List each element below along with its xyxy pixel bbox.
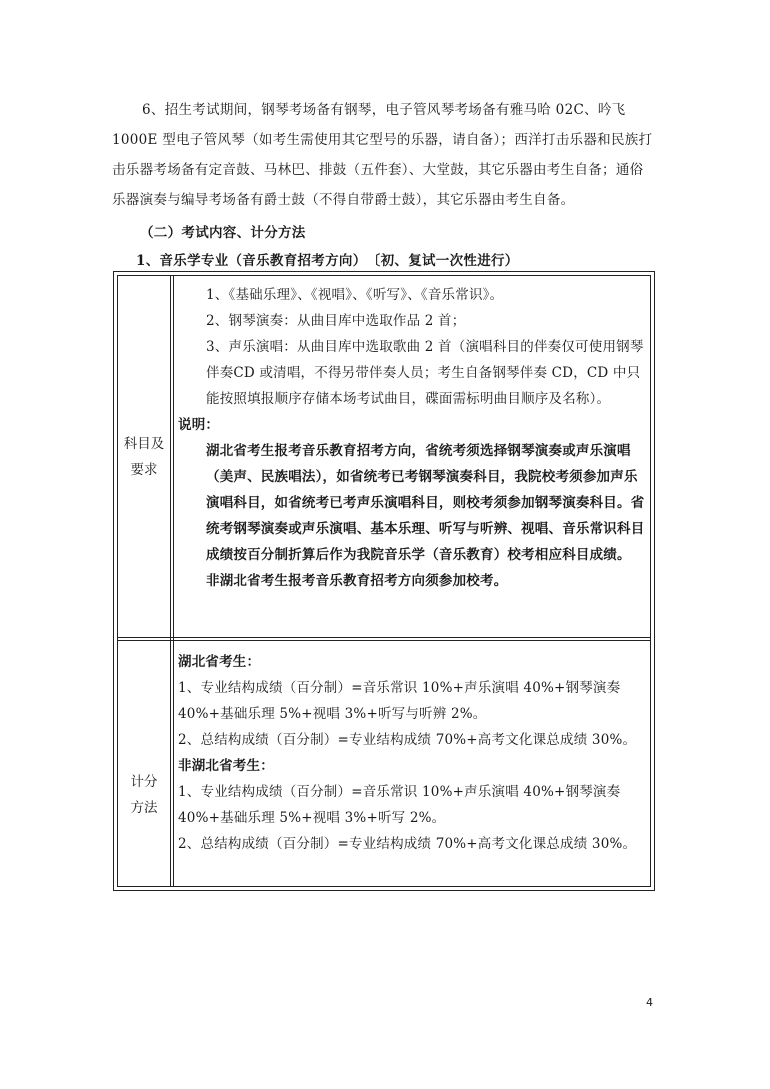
row-label-scoring xyxy=(118,769,170,821)
requirement-item: 2、钢琴演奏：从曲目库中选取作品 2 首； xyxy=(206,313,466,329)
scoring-item: 1、专业结构成绩（百分制）=音乐常识 10%+声乐演唱 40%+钢琴演奏 40%+基础乐理 5%+视唱 3%+听写与听辨 2%。 xyxy=(178,680,621,722)
note-title: 说明： xyxy=(178,417,220,433)
note-paragraph: 湖北省考生报考音乐教育招考方向，省统考须选择钢琴演奏或声乐演唱（美声、民族唱法），如省统考已考钢琴演奏科目，我院校考须参加声乐演唱科目，如省统考已考声乐演唱科目，则校考须参加钢琴演奏科目。省统考钢琴演奏或声乐演唱、基本乐理、听写与听辨、视唱、音乐常识科目成绩按百分制折算后作为我院音乐学（音乐教育）校考相应科目成绩。 xyxy=(206,443,645,563)
row-divider-double xyxy=(118,640,650,641)
sub-heading: 1、音乐学专业（音乐教育招考方向） 〔初、复试一次性进行） xyxy=(136,253,519,269)
other-title: 非湖北省考生： xyxy=(178,758,274,774)
column-divider xyxy=(170,276,171,886)
requirement-item: 3、声乐演唱：从曲目库中选取歌曲 2 首（演唱科目的伴奏仅可使用钢琴伴奏CD 或清唱，不得另带伴奏人员；考生自备钢琴伴奏 CD，CD 中只能按照填报顺序存储本场考试曲目，碟面需标明曲目顺序及名称）。 xyxy=(206,339,644,407)
hubei-title: 湖北省考生： xyxy=(178,654,261,670)
section-heading: （二）考试内容、计分方法 xyxy=(140,225,306,241)
row-label-subjects xyxy=(118,431,170,483)
requirement-item: 1、《基础乐理》、《视唱》、《听写》、《音乐常识》。 xyxy=(206,287,504,303)
label-line: 方法 xyxy=(130,800,158,816)
label-line: 科目及 xyxy=(123,436,165,452)
scoring-item: 2、总结构成绩（百分制）=专业结构成绩 70%+高考文化课总成绩 30%。 xyxy=(178,836,637,852)
column-divider-double xyxy=(173,276,174,886)
table-inner-border xyxy=(117,275,651,887)
scoring-item: 1、专业结构成绩（百分制）=音乐常识 10%+声乐演唱 40%+钢琴演奏 40%+基础乐理 5%+视唱 3%+听写 2%。 xyxy=(178,784,621,826)
page-number: 4 xyxy=(646,996,653,1009)
scoring-item: 2、总结构成绩（百分制）=专业结构成绩 70%+高考文化课总成绩 30%。 xyxy=(178,732,637,748)
label-line: 要求 xyxy=(130,462,158,478)
subjects-cell xyxy=(178,282,646,594)
row-divider xyxy=(118,637,650,638)
label-line: 计分 xyxy=(130,774,158,790)
note-paragraph: 非湖北省考生报考音乐教育招考方向须参加校考。 xyxy=(206,573,508,589)
scoring-cell xyxy=(178,649,646,857)
exam-table xyxy=(113,271,655,891)
intro-paragraph: 6、招生考试期间，钢琴考场备有钢琴，电子管风琴考场备有雅马哈 02C、吟飞 1000E 型电子管风琴（如考生需使用其它型号的乐器，请自备）；西洋打击乐器和民族打击乐器考场备有定音鼓、马林巴、排鼓（五件套）、大堂鼓，其它乐器由考生自备；通俗乐器演奏与编导考场备有爵士鼓（不得自带爵士鼓），其它乐器由考生自备。 xyxy=(112,102,653,208)
